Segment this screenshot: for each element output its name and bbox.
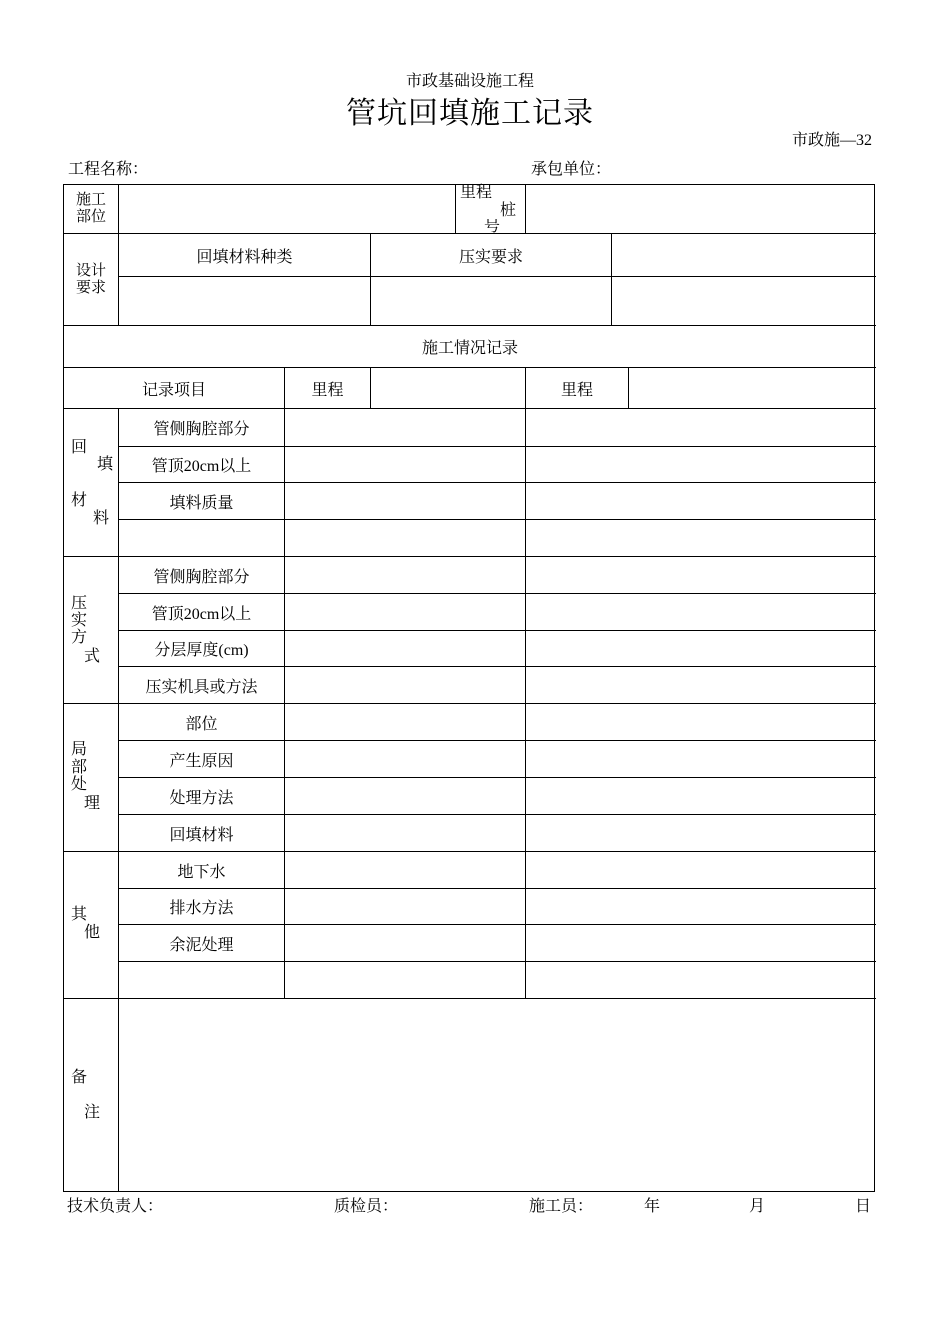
record-item-label bbox=[119, 962, 284, 998]
form-subtitle: 市政基础设施工程 bbox=[405, 73, 534, 90]
compaction-requirement-header: 压实要求 bbox=[458, 248, 523, 266]
contractor-label: 承包单位： bbox=[531, 161, 612, 178]
day-label: 日 bbox=[855, 1198, 872, 1215]
local-treatment-group-char: 部 bbox=[71, 759, 88, 776]
backfill-group-char: 填 bbox=[97, 456, 114, 473]
mileage-a-input[interactable] bbox=[371, 368, 525, 408]
form-code: 市政施—32 bbox=[791, 132, 872, 149]
worker-label: 施工员： bbox=[529, 1198, 594, 1215]
record-item-label: 管侧胸腔部分 bbox=[153, 421, 250, 438]
compaction-requirement-input[interactable] bbox=[371, 277, 611, 325]
mileage-b-header: 里程 bbox=[560, 381, 593, 399]
mileage-a-header: 里程 bbox=[311, 381, 344, 399]
backfill-group-char: 材 bbox=[71, 492, 88, 509]
section-label: 施工 部位 bbox=[75, 192, 106, 225]
local-treatment-group-char: 局 bbox=[71, 741, 88, 758]
compaction-group-char: 实 bbox=[71, 612, 88, 629]
remarks-char: 注 bbox=[84, 1104, 101, 1121]
record-item-label: 部位 bbox=[185, 715, 218, 733]
mileage-stake-label-2: 桩 bbox=[500, 202, 517, 219]
record-item-label: 产生原因 bbox=[169, 752, 234, 770]
local-treatment-group-char: 理 bbox=[84, 795, 101, 812]
month-label: 月 bbox=[749, 1198, 766, 1215]
project-name-label: 工程名称： bbox=[68, 161, 149, 178]
page-title: 管坑回填施工记录 bbox=[346, 97, 594, 130]
record-item-label: 余泥处理 bbox=[169, 936, 234, 954]
backfill-group-char: 料 bbox=[93, 510, 110, 527]
backfill-material-type-input[interactable] bbox=[119, 277, 370, 325]
compaction-group-char: 压 bbox=[71, 595, 88, 612]
record-item-label: 地下水 bbox=[177, 863, 226, 881]
remarks-char: 备 bbox=[71, 1069, 88, 1086]
record-item-label: 回填材料 bbox=[169, 826, 234, 844]
construction-record-heading: 施工情况记录 bbox=[421, 340, 518, 357]
record-item-label: 处理方法 bbox=[169, 789, 234, 807]
year-label: 年 bbox=[644, 1198, 661, 1215]
inspector-label: 质检员： bbox=[334, 1198, 399, 1215]
tech-lead-label: 技术负责人： bbox=[67, 1198, 164, 1215]
remarks-input[interactable] bbox=[119, 999, 876, 1191]
compaction-group-char: 式 bbox=[84, 648, 101, 665]
record-item-header: 记录项目 bbox=[141, 381, 206, 399]
other-group-char: 他 bbox=[84, 924, 101, 941]
other-group-char: 其 bbox=[71, 906, 88, 923]
record-item-label bbox=[119, 520, 284, 556]
record-item-label: 排水方法 bbox=[169, 900, 234, 917]
mileage-stake-input[interactable] bbox=[526, 185, 876, 233]
compaction-group-char: 方 bbox=[71, 629, 88, 646]
local-treatment-group-char: 处 bbox=[71, 776, 88, 793]
record-item-label: 管顶20cm以上 bbox=[151, 458, 252, 475]
record-item-label: 填料质量 bbox=[169, 494, 234, 512]
backfill-material-type-header: 回填材料种类 bbox=[196, 248, 293, 266]
record-item-label: 压实机具或方法 bbox=[145, 678, 258, 696]
record-form bbox=[63, 184, 875, 1192]
design-requirement-label: 设计 要求 bbox=[75, 262, 106, 296]
record-item-label: 管侧胸腔部分 bbox=[153, 568, 250, 586]
record-item-label: 管顶20cm以上 bbox=[151, 605, 252, 623]
mileage-stake-label-3: 号 bbox=[484, 219, 501, 233]
section-input[interactable] bbox=[119, 185, 455, 233]
record-item-label: 分层厚度(cm) bbox=[154, 642, 249, 659]
backfill-group-char: 回 bbox=[71, 439, 88, 456]
mileage-b-input[interactable] bbox=[629, 368, 876, 408]
mileage-stake-label-1: 里程 bbox=[460, 184, 493, 201]
